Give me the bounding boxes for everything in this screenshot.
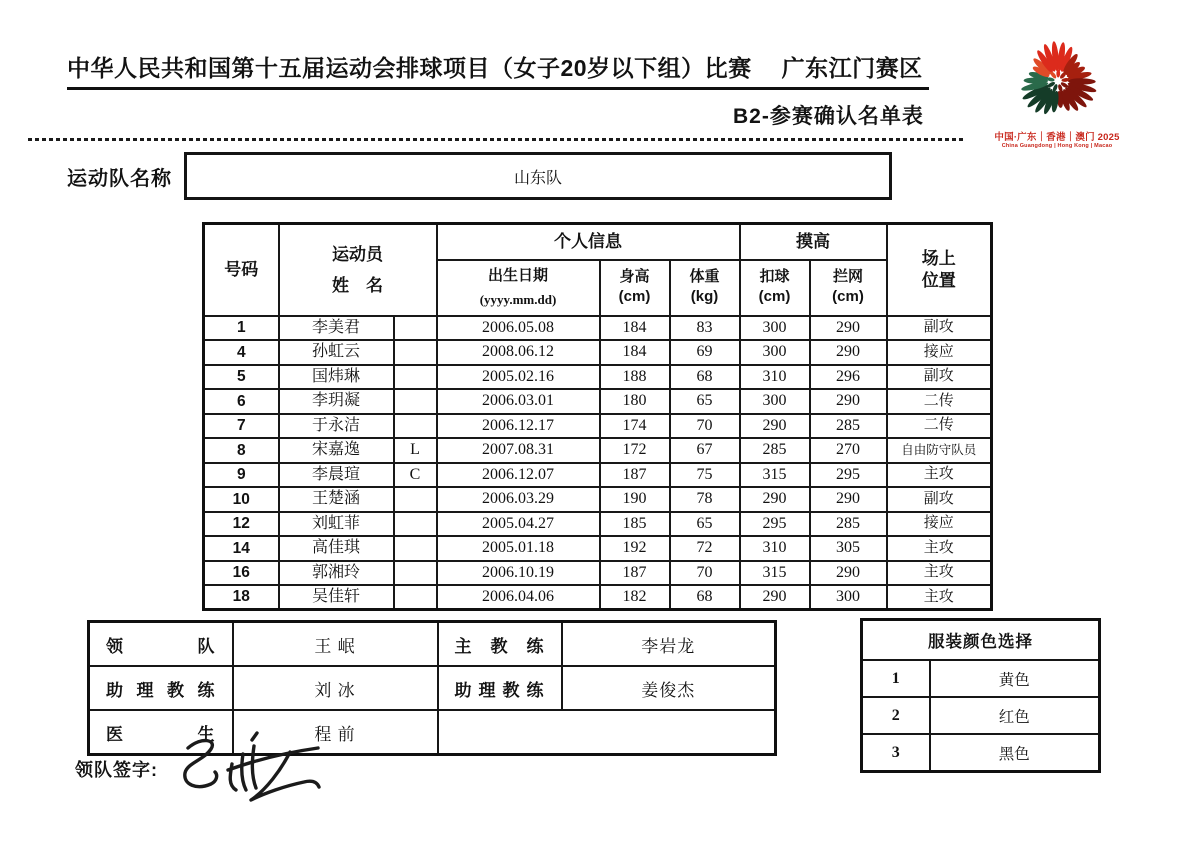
uniform-color-option: 黑色 bbox=[930, 734, 1100, 772]
athlete-name: 郭湘玲 bbox=[279, 561, 394, 586]
height-cm: 187 bbox=[600, 463, 670, 488]
block-reach-cm: 290 bbox=[810, 340, 887, 365]
spike-reach-cm: 300 bbox=[740, 340, 810, 365]
weight-kg: 65 bbox=[670, 389, 740, 414]
uniform-color-option: 红色 bbox=[930, 697, 1100, 734]
role-marker bbox=[394, 389, 437, 414]
block-reach-cm: 285 bbox=[810, 414, 887, 439]
weight-kg: 67 bbox=[670, 438, 740, 463]
signature-label: 领队签字: bbox=[75, 760, 158, 780]
weight-kg: 78 bbox=[670, 487, 740, 512]
col-header-position: 场上 位置 bbox=[887, 224, 992, 316]
uniform-color-row bbox=[862, 660, 1100, 697]
athlete-name: 于永洁 bbox=[279, 414, 394, 439]
court-position: 二传 bbox=[887, 389, 992, 414]
spike-reach-cm: 285 bbox=[740, 438, 810, 463]
uniform-table-title: 服装颜色选择 bbox=[862, 620, 1100, 661]
role-marker bbox=[394, 316, 437, 341]
staff-role-assistant-coach-1: 助理教练 bbox=[89, 666, 233, 710]
national-games-logo bbox=[978, 33, 1136, 149]
col-header-athlete-name: 运动员 姓 名 bbox=[279, 224, 437, 316]
jersey-number: 16 bbox=[204, 561, 279, 586]
col-header-reach: 摸高 bbox=[740, 224, 887, 260]
jersey-number: 9 bbox=[204, 463, 279, 488]
jersey-number: 12 bbox=[204, 512, 279, 537]
team-name-value: 山东队 bbox=[513, 169, 562, 187]
athlete-name: 宋嘉逸 bbox=[279, 438, 394, 463]
spike-reach-cm: 290 bbox=[740, 414, 810, 439]
roster-row bbox=[204, 414, 992, 439]
weight-kg: 83 bbox=[670, 316, 740, 341]
staff-empty-cell bbox=[438, 710, 776, 755]
weight-kg: 72 bbox=[670, 536, 740, 561]
logo-text-cn: 中国·广东｜香港｜澳门 2025 bbox=[994, 132, 1120, 143]
logo-text-en: China Guangdong | Hong Kong | Macao bbox=[1001, 143, 1113, 149]
spike-reach-cm: 300 bbox=[740, 316, 810, 341]
col-header-height: 身高 (cm) bbox=[600, 260, 670, 316]
team-name-box bbox=[184, 152, 892, 200]
height-cm: 184 bbox=[600, 316, 670, 341]
height-cm: 188 bbox=[600, 365, 670, 390]
court-position: 副攻 bbox=[887, 365, 992, 390]
role-marker bbox=[394, 365, 437, 390]
col-header-weight: 体重 (kg) bbox=[670, 260, 740, 316]
birth-date: 2006.12.17 bbox=[437, 414, 600, 439]
height-cm: 185 bbox=[600, 512, 670, 537]
birth-date: 2008.06.12 bbox=[437, 340, 600, 365]
birth-date: 2005.02.16 bbox=[437, 365, 600, 390]
athlete-name: 李玥凝 bbox=[279, 389, 394, 414]
role-marker bbox=[394, 536, 437, 561]
staff-name-assistant-coach-2: 姜俊杰 bbox=[562, 666, 776, 710]
roster-table bbox=[202, 222, 993, 611]
uniform-color-table bbox=[860, 618, 1101, 773]
block-reach-cm: 295 bbox=[810, 463, 887, 488]
jersey-number: 1 bbox=[204, 316, 279, 341]
block-reach-cm: 305 bbox=[810, 536, 887, 561]
athlete-name: 国炜琳 bbox=[279, 365, 394, 390]
uniform-color-row bbox=[862, 734, 1100, 772]
roster-row bbox=[204, 512, 992, 537]
court-position: 副攻 bbox=[887, 487, 992, 512]
staff-role-team-leader: 领队 bbox=[89, 622, 233, 667]
title-region: 广东江门赛区 bbox=[781, 55, 923, 81]
weight-kg: 65 bbox=[670, 512, 740, 537]
block-reach-cm: 285 bbox=[810, 512, 887, 537]
court-position: 二传 bbox=[887, 414, 992, 439]
roster-table-body bbox=[204, 316, 992, 610]
jersey-number: 18 bbox=[204, 585, 279, 610]
role-marker bbox=[394, 487, 437, 512]
weight-kg: 68 bbox=[670, 585, 740, 610]
birth-date: 2007.08.31 bbox=[437, 438, 600, 463]
birth-date: 2006.12.07 bbox=[437, 463, 600, 488]
weight-kg: 70 bbox=[670, 561, 740, 586]
roster-row bbox=[204, 536, 992, 561]
block-reach-cm: 296 bbox=[810, 365, 887, 390]
col-header-personal-info: 个人信息 bbox=[437, 224, 740, 260]
spike-reach-cm: 315 bbox=[740, 463, 810, 488]
weight-kg: 75 bbox=[670, 463, 740, 488]
role-marker bbox=[394, 585, 437, 610]
team-name-label: 运动队名称 bbox=[67, 168, 172, 190]
spike-reach-cm: 290 bbox=[740, 487, 810, 512]
roster-row bbox=[204, 438, 992, 463]
role-marker bbox=[394, 561, 437, 586]
staff-role-head-coach: 主教练 bbox=[438, 622, 562, 667]
jersey-number: 4 bbox=[204, 340, 279, 365]
logo-burst-icon bbox=[998, 33, 1116, 128]
athlete-name: 吴佳轩 bbox=[279, 585, 394, 610]
roster-row bbox=[204, 487, 992, 512]
jersey-number: 14 bbox=[204, 536, 279, 561]
athlete-name: 孙虹云 bbox=[279, 340, 394, 365]
uniform-choice-rank: 1 bbox=[862, 660, 930, 697]
jersey-number: 5 bbox=[204, 365, 279, 390]
birth-date: 2006.04.06 bbox=[437, 585, 600, 610]
col-header-number: 号码 bbox=[204, 224, 279, 316]
block-reach-cm: 270 bbox=[810, 438, 887, 463]
form-code-heading: B2-参赛确认名单表 bbox=[733, 105, 924, 128]
roster-row bbox=[204, 340, 992, 365]
role-marker: C bbox=[394, 463, 437, 488]
jersey-number: 8 bbox=[204, 438, 279, 463]
roster-row bbox=[204, 463, 992, 488]
spike-reach-cm: 310 bbox=[740, 536, 810, 561]
block-reach-cm: 290 bbox=[810, 487, 887, 512]
title-main: 中华人民共和国第十五届运动会排球项目（女子20岁以下组）比赛 bbox=[67, 55, 752, 81]
weight-kg: 68 bbox=[670, 365, 740, 390]
staff-name-team-leader: 王 岷 bbox=[233, 622, 438, 667]
roster-row bbox=[204, 316, 992, 341]
height-cm: 184 bbox=[600, 340, 670, 365]
uniform-color-row bbox=[862, 697, 1100, 734]
birth-date: 2006.05.08 bbox=[437, 316, 600, 341]
roster-row bbox=[204, 389, 992, 414]
staff-name-assistant-coach-1: 刘 冰 bbox=[233, 666, 438, 710]
role-marker bbox=[394, 414, 437, 439]
birth-date: 2005.01.18 bbox=[437, 536, 600, 561]
staff-row bbox=[89, 622, 776, 667]
block-reach-cm: 290 bbox=[810, 561, 887, 586]
uniform-color-option: 黄色 bbox=[930, 660, 1100, 697]
spike-reach-cm: 310 bbox=[740, 365, 810, 390]
jersey-number: 6 bbox=[204, 389, 279, 414]
spike-reach-cm: 290 bbox=[740, 585, 810, 610]
height-cm: 172 bbox=[600, 438, 670, 463]
role-marker bbox=[394, 512, 437, 537]
court-position: 自由防守队员 bbox=[887, 438, 992, 463]
court-position: 主攻 bbox=[887, 463, 992, 488]
athlete-name: 刘虹菲 bbox=[279, 512, 394, 537]
birth-date: 2006.03.01 bbox=[437, 389, 600, 414]
uniform-choice-rank: 3 bbox=[862, 734, 930, 772]
roster-row bbox=[204, 365, 992, 390]
document-title bbox=[67, 50, 929, 90]
block-reach-cm: 290 bbox=[810, 316, 887, 341]
height-cm: 187 bbox=[600, 561, 670, 586]
staff-role-assistant-coach-2: 助理教练 bbox=[438, 666, 562, 710]
col-header-block: 拦网 (cm) bbox=[810, 260, 887, 316]
spike-reach-cm: 295 bbox=[740, 512, 810, 537]
staff-name-head-coach: 李岩龙 bbox=[562, 622, 776, 667]
roster-row bbox=[204, 561, 992, 586]
athlete-name: 李美君 bbox=[279, 316, 394, 341]
height-cm: 180 bbox=[600, 389, 670, 414]
height-cm: 182 bbox=[600, 585, 670, 610]
athlete-name: 高佳琪 bbox=[279, 536, 394, 561]
staff-row bbox=[89, 666, 776, 710]
block-reach-cm: 290 bbox=[810, 389, 887, 414]
height-cm: 174 bbox=[600, 414, 670, 439]
role-marker bbox=[394, 340, 437, 365]
athlete-name: 王楚涵 bbox=[279, 487, 394, 512]
court-position: 接应 bbox=[887, 512, 992, 537]
block-reach-cm: 300 bbox=[810, 585, 887, 610]
weight-kg: 69 bbox=[670, 340, 740, 365]
role-marker: L bbox=[394, 438, 437, 463]
height-cm: 190 bbox=[600, 487, 670, 512]
spike-reach-cm: 315 bbox=[740, 561, 810, 586]
court-position: 主攻 bbox=[887, 585, 992, 610]
roster-row bbox=[204, 585, 992, 610]
court-position: 副攻 bbox=[887, 316, 992, 341]
birth-date: 2005.04.27 bbox=[437, 512, 600, 537]
col-header-birth-date: 出生日期 (yyyy.mm.dd) bbox=[437, 260, 600, 316]
court-position: 主攻 bbox=[887, 561, 992, 586]
uniform-choice-rank: 2 bbox=[862, 697, 930, 734]
staff-role-doctor: 医生 bbox=[89, 710, 233, 755]
col-header-spike: 扣球 (cm) bbox=[740, 260, 810, 316]
birth-date: 2006.03.29 bbox=[437, 487, 600, 512]
court-position: 接应 bbox=[887, 340, 992, 365]
birth-date: 2006.10.19 bbox=[437, 561, 600, 586]
court-position: 主攻 bbox=[887, 536, 992, 561]
weight-kg: 70 bbox=[670, 414, 740, 439]
athlete-name: 李晨瑄 bbox=[279, 463, 394, 488]
spike-reach-cm: 300 bbox=[740, 389, 810, 414]
handwritten-signature bbox=[168, 730, 338, 810]
jersey-number: 10 bbox=[204, 487, 279, 512]
dotted-divider bbox=[28, 138, 966, 141]
staff-name-doctor: 程 前 bbox=[233, 710, 438, 755]
height-cm: 192 bbox=[600, 536, 670, 561]
jersey-number: 7 bbox=[204, 414, 279, 439]
